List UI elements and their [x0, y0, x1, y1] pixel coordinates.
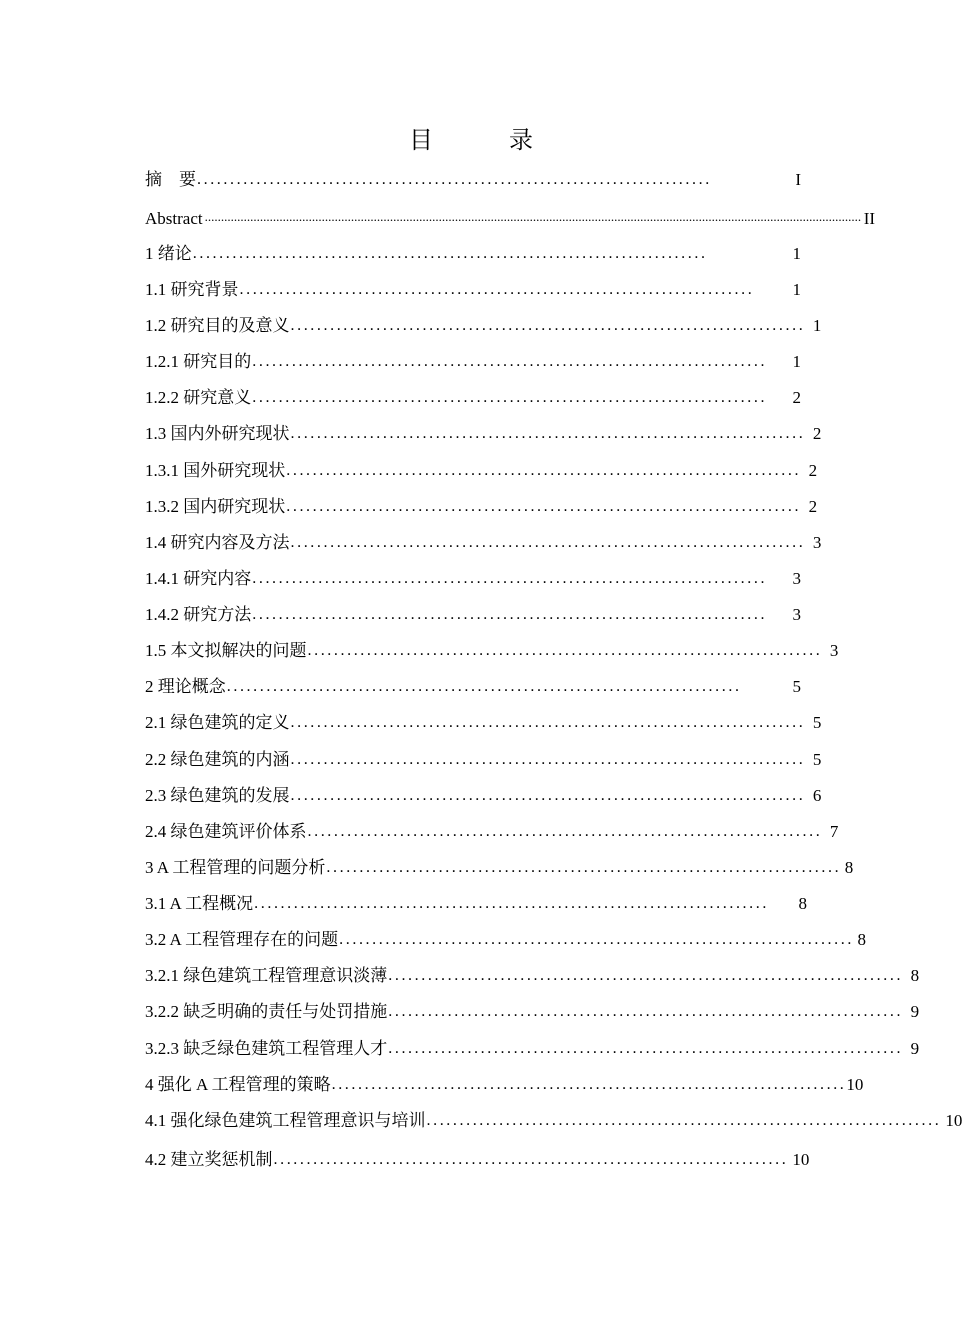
- toc-entry-label: 1.3 国内外研究现状: [145, 424, 290, 443]
- toc-entry-label: 1.3.2 国内研究现状: [145, 497, 286, 516]
- toc-entry-page: 1: [792, 244, 801, 263]
- dot-leader: ..............................................................................: [290, 534, 806, 551]
- toc-entry-label: 1.2 研究目的及意义: [145, 316, 290, 335]
- toc-entry-page: 1: [792, 352, 801, 371]
- toc-entry-page: 2: [808, 461, 818, 480]
- toc-entry[interactable]: [145, 817, 839, 843]
- toc-entry-label: 1.5 本文拟解决的问题: [145, 641, 307, 660]
- toc-entry[interactable]: [145, 853, 854, 879]
- dot-leader: ..............................................................................: [307, 823, 823, 840]
- toc-entry[interactable]: [145, 528, 822, 554]
- toc-entry-label: 2.3 绿色建筑的发展: [145, 786, 290, 805]
- toc-entry-label: 1.4.2 研究方法: [145, 605, 252, 624]
- dot-leader: ..............................................................................: [273, 1151, 789, 1168]
- toc-entry-label: Abstract: [145, 209, 203, 228]
- dot-leader: ..............................................................................: [252, 606, 768, 623]
- toc-entry-page: 8: [844, 858, 854, 877]
- toc-entry-page: 8: [857, 930, 866, 949]
- toc-entry-label: 1.1 研究背景: [145, 280, 239, 299]
- toc-entry-label: 1.2.1 研究目的: [145, 352, 252, 371]
- toc-entry-page: 6: [812, 786, 822, 805]
- toc-entry-label: 3.1 A 工程概况: [145, 894, 254, 913]
- dot-leader: ..............................................................................: [331, 1076, 847, 1093]
- toc-entry-page: 7: [829, 822, 839, 841]
- toc-entry-label: 2.1 绿色建筑的定义: [145, 713, 290, 732]
- toc-entry[interactable]: [145, 456, 818, 482]
- dot-leader: ..............................................................................: [252, 353, 768, 370]
- toc-entry-page: 3: [792, 569, 801, 588]
- toc-entry-label: 4 强化 A 工程管理的策略: [145, 1075, 331, 1094]
- toc-entry-label: 4.1 强化绿色建筑工程管理意识与培训: [145, 1111, 426, 1130]
- toc-entry-label: 1.4.1 研究内容: [145, 569, 252, 588]
- toc-entry-page: 5: [812, 713, 822, 732]
- dot-leader: ..............................................................................: [192, 245, 708, 262]
- toc-entry[interactable]: [145, 383, 807, 409]
- toc-entry-page: 1: [812, 316, 822, 335]
- toc-entry[interactable]: [145, 961, 920, 987]
- toc-entry[interactable]: [145, 925, 866, 951]
- toc-entry-page: 10: [945, 1111, 962, 1130]
- toc-entry[interactable]: [145, 165, 807, 191]
- toc-entry-page: 5: [792, 677, 801, 696]
- toc-entry[interactable]: [145, 419, 822, 445]
- dot-leader: ..............................................................................: [286, 462, 802, 479]
- toc-entry[interactable]: [145, 745, 822, 771]
- dot-leader: ..............................................................................: [290, 714, 806, 731]
- toc-entry-label: 2.2 绿色建筑的内涵: [145, 750, 290, 769]
- dot-leader: ..............................................................................: [286, 498, 802, 515]
- toc-entry[interactable]: [145, 781, 822, 807]
- toc-entry-label: 3.2.2 缺乏明确的责任与处罚措施: [145, 1002, 388, 1021]
- dot-leader: ..............................................................................: [239, 281, 755, 298]
- toc-entry-label: 摘 要: [145, 170, 196, 189]
- toc-entry[interactable]: [145, 311, 822, 337]
- dot-leader: ..............................................................................: [290, 317, 806, 334]
- toc-entry-page: 3: [792, 605, 801, 624]
- toc-entry-page: I: [795, 170, 801, 189]
- toc-entry[interactable]: [145, 204, 876, 230]
- dot-leader: ..............................................................................: [426, 1112, 942, 1129]
- toc-entry-label: 3.2.1 绿色建筑工程管理意识淡薄: [145, 966, 388, 985]
- dot-leader: ..............................................................................: [254, 895, 769, 912]
- toc-entry[interactable]: [145, 564, 807, 590]
- toc-entry-label: 3.2.3 缺乏绿色建筑工程管理人才: [145, 1039, 388, 1058]
- toc-entry[interactable]: [145, 347, 807, 373]
- dot-leader: ..........................................................................................................................................................................................................: [204, 209, 862, 224]
- toc-entry-label: 4.2 建立奖惩机制: [145, 1150, 273, 1169]
- dot-leader: ..............................................................................: [226, 678, 742, 695]
- toc-entry-label: 1.2.2 研究意义: [145, 388, 252, 407]
- toc-entry-page: 3: [812, 533, 822, 552]
- toc-entry-page: 9: [910, 1039, 920, 1058]
- dot-leader: ..............................................................................: [290, 425, 806, 442]
- toc-entry-label: 3 A 工程管理的问题分析: [145, 858, 326, 877]
- dot-leader: ..............................................................................: [290, 787, 806, 804]
- toc-entry[interactable]: [145, 672, 807, 698]
- toc-entry-page: 10: [792, 1150, 810, 1169]
- toc-entry-page: 2: [792, 388, 801, 407]
- toc-entry[interactable]: [145, 1106, 962, 1132]
- dot-leader: ..............................................................................: [197, 171, 712, 188]
- dot-leader: ..............................................................................: [252, 389, 768, 406]
- dot-leader: ..............................................................................: [307, 642, 823, 659]
- dot-leader: ..............................................................................: [388, 967, 904, 984]
- toc-entry-page: 2: [808, 497, 818, 516]
- toc-entry[interactable]: [145, 1070, 864, 1096]
- toc-entry[interactable]: [145, 275, 807, 301]
- toc-entry-page: 5: [812, 750, 822, 769]
- dot-leader: ..............................................................................: [339, 931, 854, 948]
- dot-leader: ..............................................................................: [388, 1040, 904, 1057]
- toc-entry[interactable]: [145, 889, 807, 915]
- toc-entry-page: II: [863, 209, 876, 228]
- toc-entry-label: 3.2 A 工程管理存在的问题: [145, 930, 339, 949]
- toc-entry-label: 2 理论概念: [145, 677, 226, 696]
- toc-entry-label: 1 绪论: [145, 244, 192, 263]
- toc-entry[interactable]: [145, 492, 818, 518]
- toc-entry-page: 8: [910, 966, 920, 985]
- toc-entry[interactable]: [145, 636, 839, 662]
- toc-entry-label: 1.4 研究内容及方法: [145, 533, 290, 552]
- toc-entry-page: 8: [798, 894, 807, 913]
- toc-entry-label: 1.3.1 国外研究现状: [145, 461, 286, 480]
- toc-entry-label: 2.4 绿色建筑评价体系: [145, 822, 307, 841]
- toc-entry[interactable]: [145, 708, 822, 734]
- toc-entry[interactable]: [145, 1034, 920, 1060]
- toc-entry-page: 9: [910, 1002, 920, 1021]
- toc-entry[interactable]: [145, 239, 807, 265]
- dot-leader: ..............................................................................: [290, 751, 806, 768]
- dot-leader: ..............................................................................: [388, 1003, 904, 1020]
- toc-entry-page: 2: [812, 424, 822, 443]
- toc-entry[interactable]: [145, 600, 807, 626]
- toc-entry[interactable]: [145, 1145, 810, 1171]
- toc-entry-page: 3: [829, 641, 839, 660]
- dot-leader: ..............................................................................: [326, 859, 842, 876]
- toc-entry[interactable]: [145, 997, 920, 1023]
- dot-leader: ..............................................................................: [252, 570, 768, 587]
- toc-entry-page: 1: [792, 280, 801, 299]
- toc-title: 目 录: [409, 126, 559, 154]
- toc-entry-page: 10: [846, 1075, 864, 1094]
